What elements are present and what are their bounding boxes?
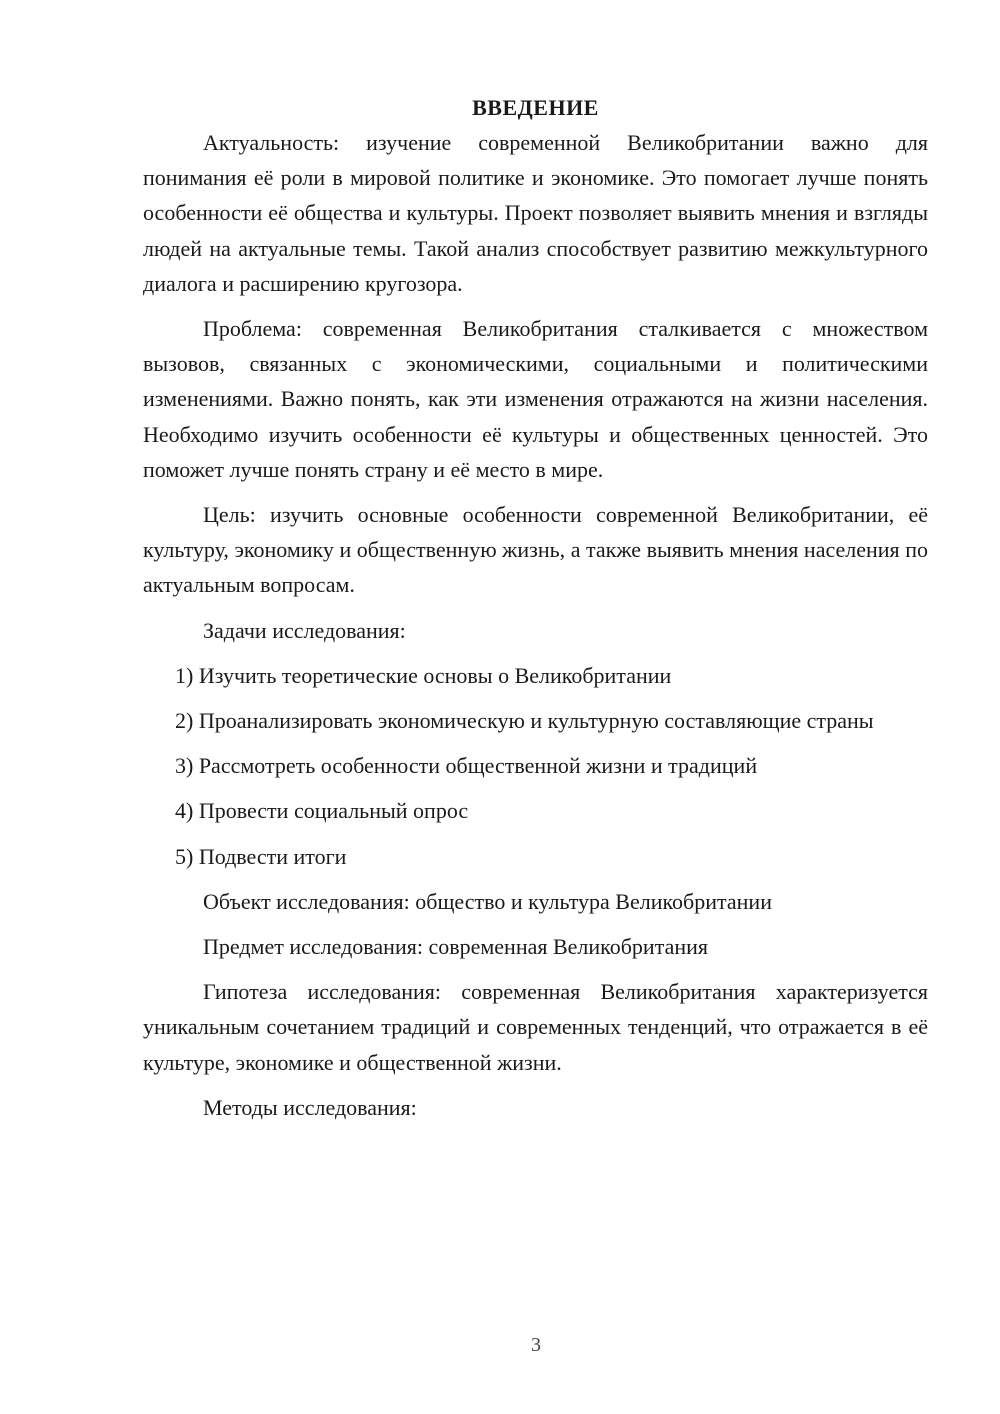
problem-paragraph: Проблема: современная Великобритания сталкивается с множеством вызовов, связанных с экономическими, социальными и политическими изменениями. Важно понять, как эти изменения отражаются на жизни населения. Необходимо изучить особенности её культуры и общественных ценностей. Это поможет лучше понять страну и её место в мире.: [143, 316, 928, 482]
tasks-heading: Задачи исследования:: [203, 617, 406, 643]
task-item-1: 1) Изучить теоретические основы о Великобритании: [175, 662, 672, 688]
page-number: 3: [531, 1334, 541, 1356]
research-hypothesis: Гипотеза исследования: современная Великобритания характеризуется уникальным сочетанием традиций и современных тенденций, что отражается в её культуре, экономике и общественной жизни.: [143, 979, 928, 1075]
research-subject: Предмет исследования: современная Великобритания: [203, 934, 709, 960]
relevance-paragraph: Актуальность: изучение современной Великобритании важно для понимания её роли в мировой политике и экономике. Это помогает лучше понять особенности её общества и культуры. Проект позволяет выявить мнения и взгляды людей на актуальные темы. Такой анализ способствует развитию межкультурного диалога и расширению кругозора.: [143, 130, 928, 296]
task-item-4: 4) Провести социальный опрос: [175, 798, 469, 824]
task-item-5: 5) Подвести итоги: [175, 843, 347, 869]
research-methods: Методы исследования:: [203, 1094, 417, 1120]
research-object: Объект исследования: общество и культура Великобритании: [203, 888, 772, 914]
goal-paragraph: Цель: изучить основные особенности современной Великобритании, её культуру, экономику и общественную жизнь, а также выявить мнения населения по актуальным вопросам.: [143, 502, 928, 598]
section-title: ВВЕДЕНИЕ: [472, 95, 599, 120]
task-item-2: 2) Проанализировать экономическую и культурную составляющие страны: [175, 708, 874, 734]
document-page: [143, 90, 928, 1135]
task-item-3: 3) Рассмотреть особенности общественной жизни и традиций: [175, 753, 758, 779]
